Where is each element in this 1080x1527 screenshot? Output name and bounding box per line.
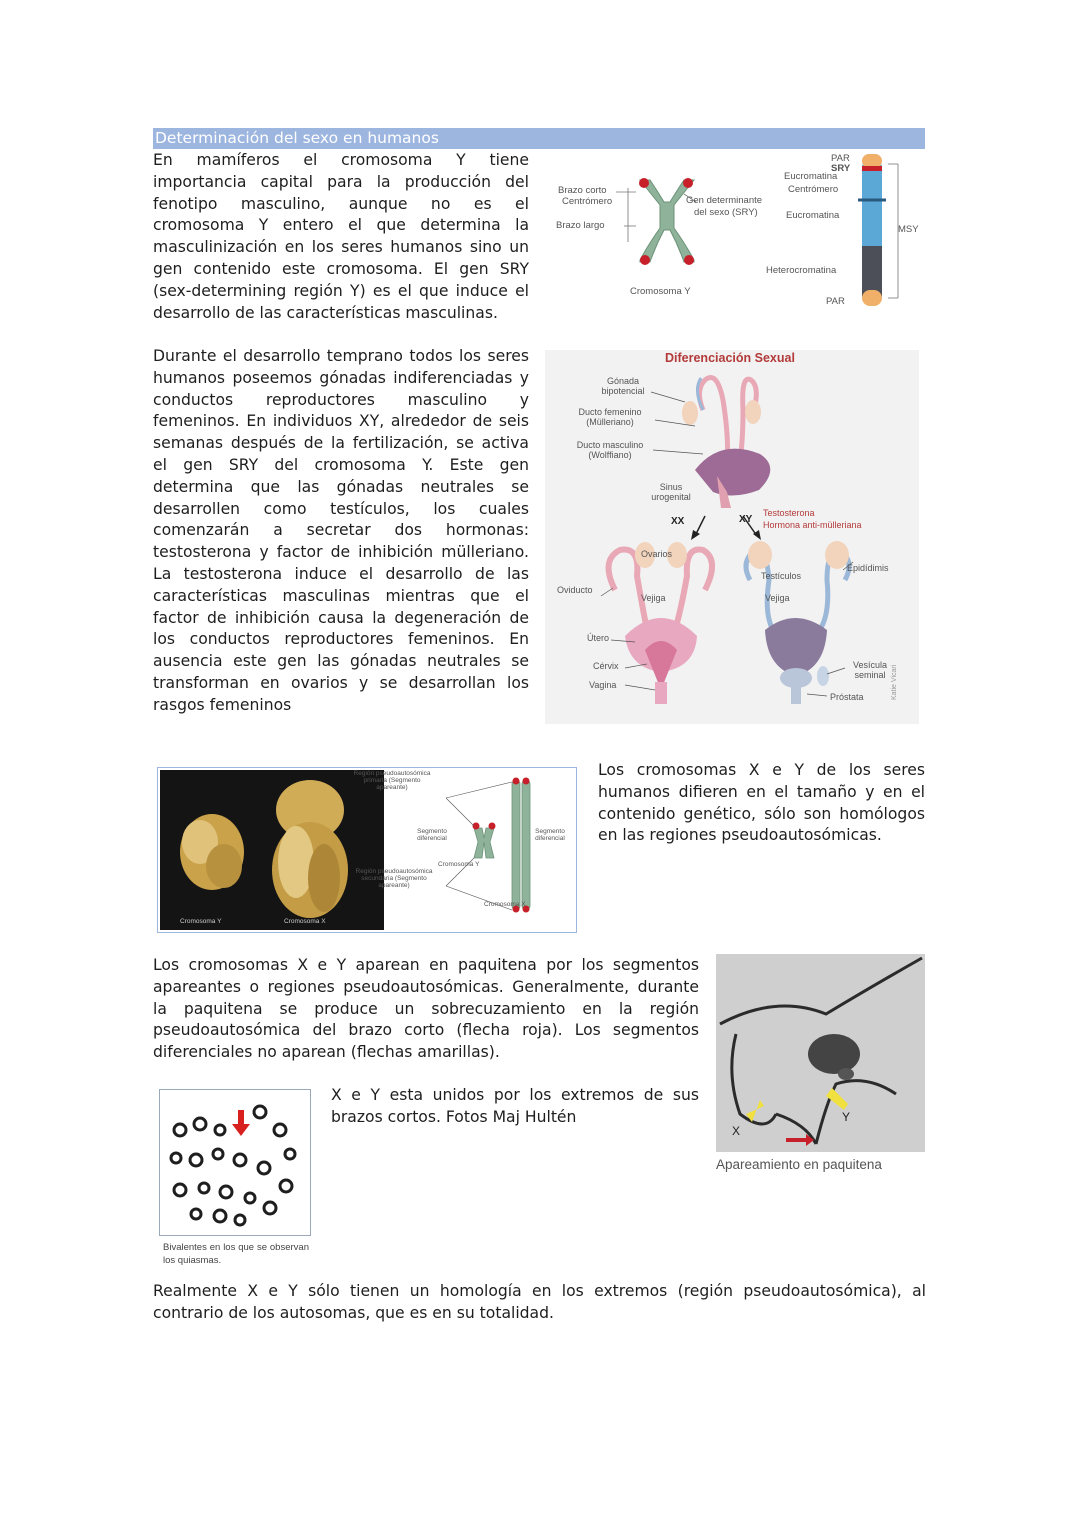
label-par-top: PAR	[831, 153, 850, 164]
label-ducto-femenino: Ducto femenino (Mülleriano)	[578, 407, 642, 427]
label-epididimis: Epidídimis	[847, 563, 889, 573]
label-par-bottom: PAR	[826, 296, 845, 307]
caption-bivalents: Bivalentes en los que se observan los quiasmas.	[163, 1242, 309, 1266]
label-ducto-masculino: Ducto masculino (Wolffiano)	[576, 440, 644, 460]
figure-xy-homology	[157, 767, 577, 933]
label-sinus: Sinus urogenital	[651, 482, 691, 502]
xy-diagram	[386, 768, 576, 932]
photo-label-y: Cromosoma Y	[180, 918, 222, 925]
label-credit: Katie Vicari	[891, 664, 898, 700]
label-hormona: Hormona anti-mülleriana	[763, 520, 862, 530]
label-vejiga-f: Vejiga	[641, 593, 666, 603]
label-heterocromatina: Heterocromatina	[766, 265, 837, 276]
label-centromero: Centrómero	[562, 196, 613, 207]
chromosome-photo-drawing	[160, 770, 384, 930]
section-heading: Determinación del sexo en humanos	[153, 128, 925, 149]
label-oviducto: Oviducto	[557, 585, 593, 595]
figure-y-chromosome	[548, 150, 928, 312]
label-segmento-diferencial-right: Segmento diferencial	[535, 828, 565, 842]
label-region-primaria: Región pseudoautosómica primaria (Segmento apareante)	[353, 770, 431, 791]
label-testosterona: Testosterona	[763, 508, 815, 518]
bivalents-drawing	[160, 1090, 310, 1235]
label-cervix: Cérvix	[593, 661, 619, 671]
figure-sexual-differentiation	[545, 350, 919, 724]
label-cromosoma-x-diag: Cromosoma X	[484, 901, 526, 908]
label-utero: Útero	[587, 633, 610, 643]
label-xx: XX	[671, 516, 685, 527]
paragraph-xy-united: X e Y esta unidos por los extremos de sus brazos cortos. Fotos Maj Hultén	[331, 1086, 699, 1126]
label-gen-line2: del sexo (SRY)	[694, 207, 758, 218]
label-testiculos: Testículos	[761, 571, 802, 581]
label-eucromatina-1: Eucromatina	[784, 171, 838, 182]
label-eucromatina-2: Eucromatina	[786, 210, 840, 221]
label-xy: XY	[739, 514, 753, 525]
label-cromosoma-y-diag: Cromosoma Y	[438, 861, 480, 868]
photo-label-x: Cromosoma X	[284, 918, 326, 925]
label-brazo-corto: Brazo corto	[558, 185, 607, 196]
paragraph-homology: Realmente X e Y sólo tienen un homología en los extremos (región pseudoautosómica), al contrario de los autosomas, que es en su totalidad.	[153, 1282, 926, 1322]
label-msy: MSY	[898, 224, 919, 235]
label-prostata: Próstata	[830, 692, 864, 702]
label-segmento-diferencial-left: Segmento diferencial	[417, 828, 447, 842]
label-gonada: Gónada bipotencial	[601, 376, 645, 396]
figure-title: Diferenciación Sexual	[665, 351, 795, 365]
chromosome-photo	[160, 770, 384, 930]
label-y: Y	[842, 1110, 851, 1124]
label-ovarios: Ovarios	[641, 549, 673, 559]
figure-bivalents	[159, 1089, 311, 1236]
caption-cromosoma-y: Cromosoma Y	[630, 286, 691, 297]
paragraph-pachytene: Los cromosomas X e Y aparean en paquitena por los segmentos apareantes o regiones pseudoautosómicas. Generalmente, durante la paquitena se produce un sobrecuzamiento en la región pseudoautosómica del brazo corto (flecha roja). Los segmentos diferenciales no aparean (flechas amarillas).	[153, 956, 699, 1062]
label-vesicula: Vesícula seminal	[852, 660, 888, 680]
label-vagina: Vagina	[589, 680, 617, 690]
label-brazo-largo: Brazo largo	[556, 220, 605, 231]
label-centromero-right: Centrómero	[788, 184, 839, 195]
label-region-secundaria: Región pseudoautosómica secundaria (Segmento apareante)	[355, 868, 433, 889]
paragraph-intro: En mamíferos el cromosoma Y tiene importancia capital para la producción del fenotipo masculino, aunque no es el cromosoma Y entero el que determina la masculinización en los seres humanos sino un gen contenido este cromosoma. El gen SRY (sex-determining región Y) es el que induce el desarrollo de las características masculinas.	[153, 151, 529, 322]
label-vejiga-m: Vejiga	[765, 593, 790, 603]
label-gen-line1: Gen determinante	[686, 195, 763, 206]
y-chromosome-diagram	[548, 150, 928, 312]
pachytene-photo	[716, 954, 925, 1152]
paragraph-development: Durante el desarrollo temprano todos los seres humanos poseemos gónadas indiferenciadas y conductos reproductores masculino y femeninos. En individuos XY, alrededor de seis semanas después de la fertilización, se activa el gen SRY del cromosoma Y. Este gen determina que las gónadas neutrales se desarrollen como testículos, los cuales comenzarán a secretar dos hormonas: testosterona y factor de inhibición mülleriano. La testosterona induce el desarrollo de las características masculinas mientras que el factor de inhibición causa la degeneración de los conductos reproductores femeninos. En ausencia este gen las gónadas neutrales se transforman en ovarios y se desarrollan los rasgos femeninos	[153, 347, 529, 714]
figure-pachytene	[716, 954, 925, 1152]
label-x: X	[732, 1124, 741, 1138]
caption-pachytene: Apareamiento en paquitena	[716, 1157, 882, 1172]
paragraph-xy-differ: Los cromosomas X e Y de los seres humanos difieren en el tamaño y en el contenido genético, sólo son homólogos en las regiones pseudoautosómicas.	[598, 761, 925, 845]
label-sry: SRY	[831, 163, 851, 174]
